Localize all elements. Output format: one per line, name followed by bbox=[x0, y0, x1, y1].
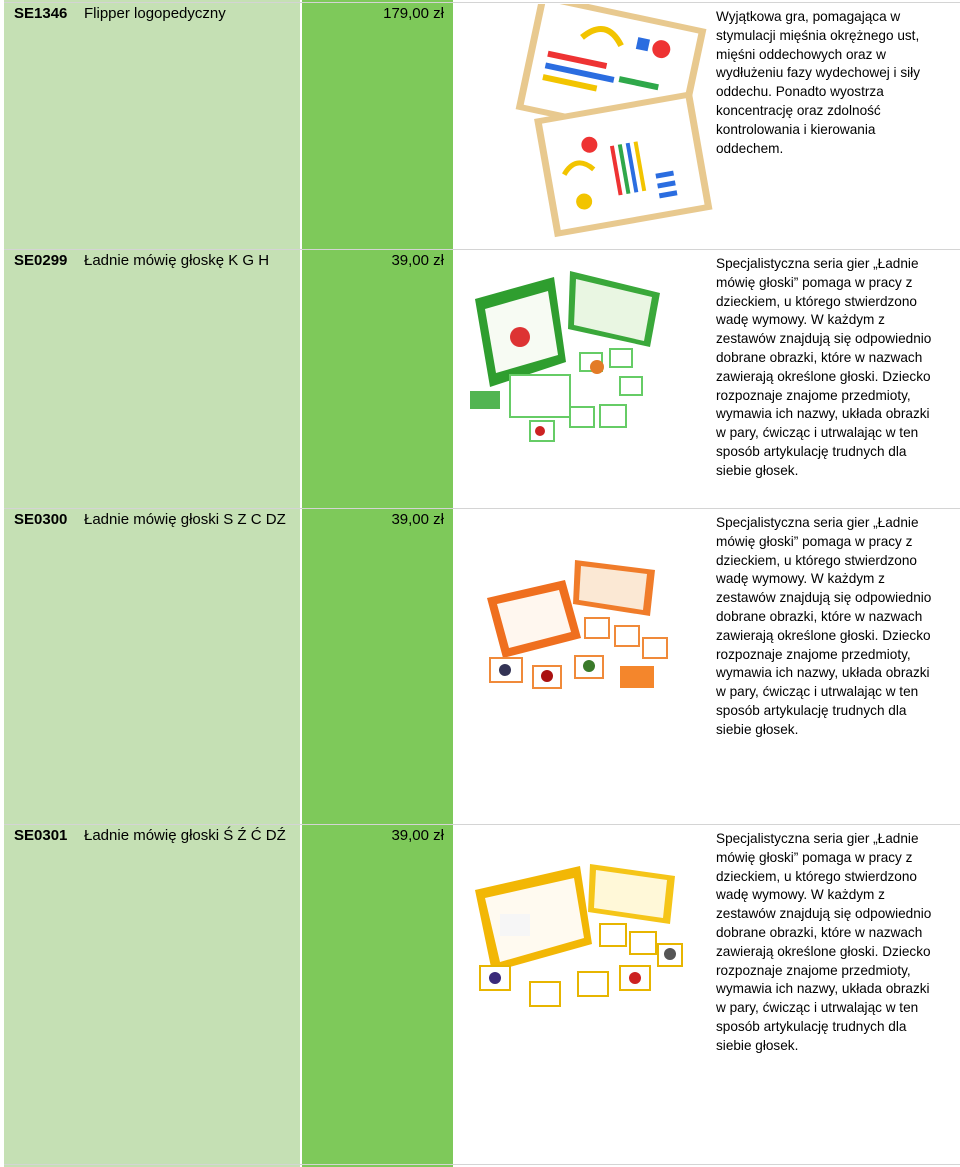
product-code: SE0301 bbox=[14, 827, 68, 844]
product-code: SE1346 bbox=[14, 5, 68, 22]
product-name: Flipper logopedyczny bbox=[84, 5, 226, 22]
product-code: SE0299 bbox=[14, 252, 68, 269]
yellow-card-game-image bbox=[470, 854, 685, 1019]
green-card-game-image bbox=[470, 257, 670, 452]
product-price: 39,00 zł bbox=[391, 511, 444, 528]
product-description: Specjalistyczna seria gier „Ładnie mówię głoski” pomaga w pracy z dzieckiem, u którego stwierdzono wadę wymowy. W każdym z zestawów znajdują się odpowiednio dobrane obrazki, które w nazwach zawierają określone głoski. Dziecko rozpoznaje znajome przedmioty, wymawia ich nazwy, układa obrazki w pary, ćwicząc i utrwalając w ten sposób artykulację trudnych dla siebie głosek. bbox=[716, 831, 932, 1053]
table-row bbox=[0, 2, 960, 249]
product-name: Ładnie mówię głoski S Z C DZ bbox=[84, 511, 286, 528]
product-price: 39,00 zł bbox=[391, 827, 444, 844]
table-divider bbox=[4, 1164, 960, 1165]
table-row bbox=[0, 249, 960, 508]
product-price: 179,00 zł bbox=[383, 5, 444, 22]
product-description: Specjalistyczna seria gier „Ładnie mówię głoski” pomaga w pracy z dzieckiem, u którego stwierdzono wadę wymowy. W każdym z zestawów znajdują się odpowiednio dobrane obrazki, które w nazwach zawierają określone głoski. Dziecko rozpoznaje znajome przedmioty, wymawia ich nazwy, układa obrazki w pary, ćwicząc i utrwalając w ten sposób artykulację trudnych dla siebie głosek. bbox=[716, 256, 932, 478]
table-row bbox=[0, 508, 960, 824]
orange-card-game-image bbox=[485, 558, 680, 703]
table-row bbox=[0, 824, 960, 1164]
flipper-boards-image bbox=[505, 4, 720, 253]
product-price: 39,00 zł bbox=[391, 252, 444, 269]
product-code: SE0300 bbox=[14, 511, 68, 528]
product-name: Ładnie mówię głoskę K G H bbox=[84, 252, 270, 269]
product-description: Specjalistyczna seria gier „Ładnie mówię głoski” pomaga w pracy z dzieckiem, u którego stwierdzono wadę wymowy. W każdym z zestawów znajdują się odpowiednio dobrane obrazki, które w nazwach zawierają określone głoski. Dziecko rozpoznaje znajome przedmioty, wymawia ich nazwy, układa obrazki w pary, ćwicząc i utrwalając w ten sposób artykulację trudnych dla siebie głosek. bbox=[716, 515, 932, 737]
product-name: Ładnie mówię głoski Ś Ź Ć DŹ bbox=[84, 827, 286, 844]
product-description: Wyjątkowa gra, pomagająca w stymulacji mięśnia okrężnego ust, mięśni oddechowych oraz w wydłużeniu fazy wydechowej i siły oddechu. Ponadto wyostrza koncentrację oraz zdolność kontrolowania i kierowania oddechem. bbox=[716, 9, 920, 156]
